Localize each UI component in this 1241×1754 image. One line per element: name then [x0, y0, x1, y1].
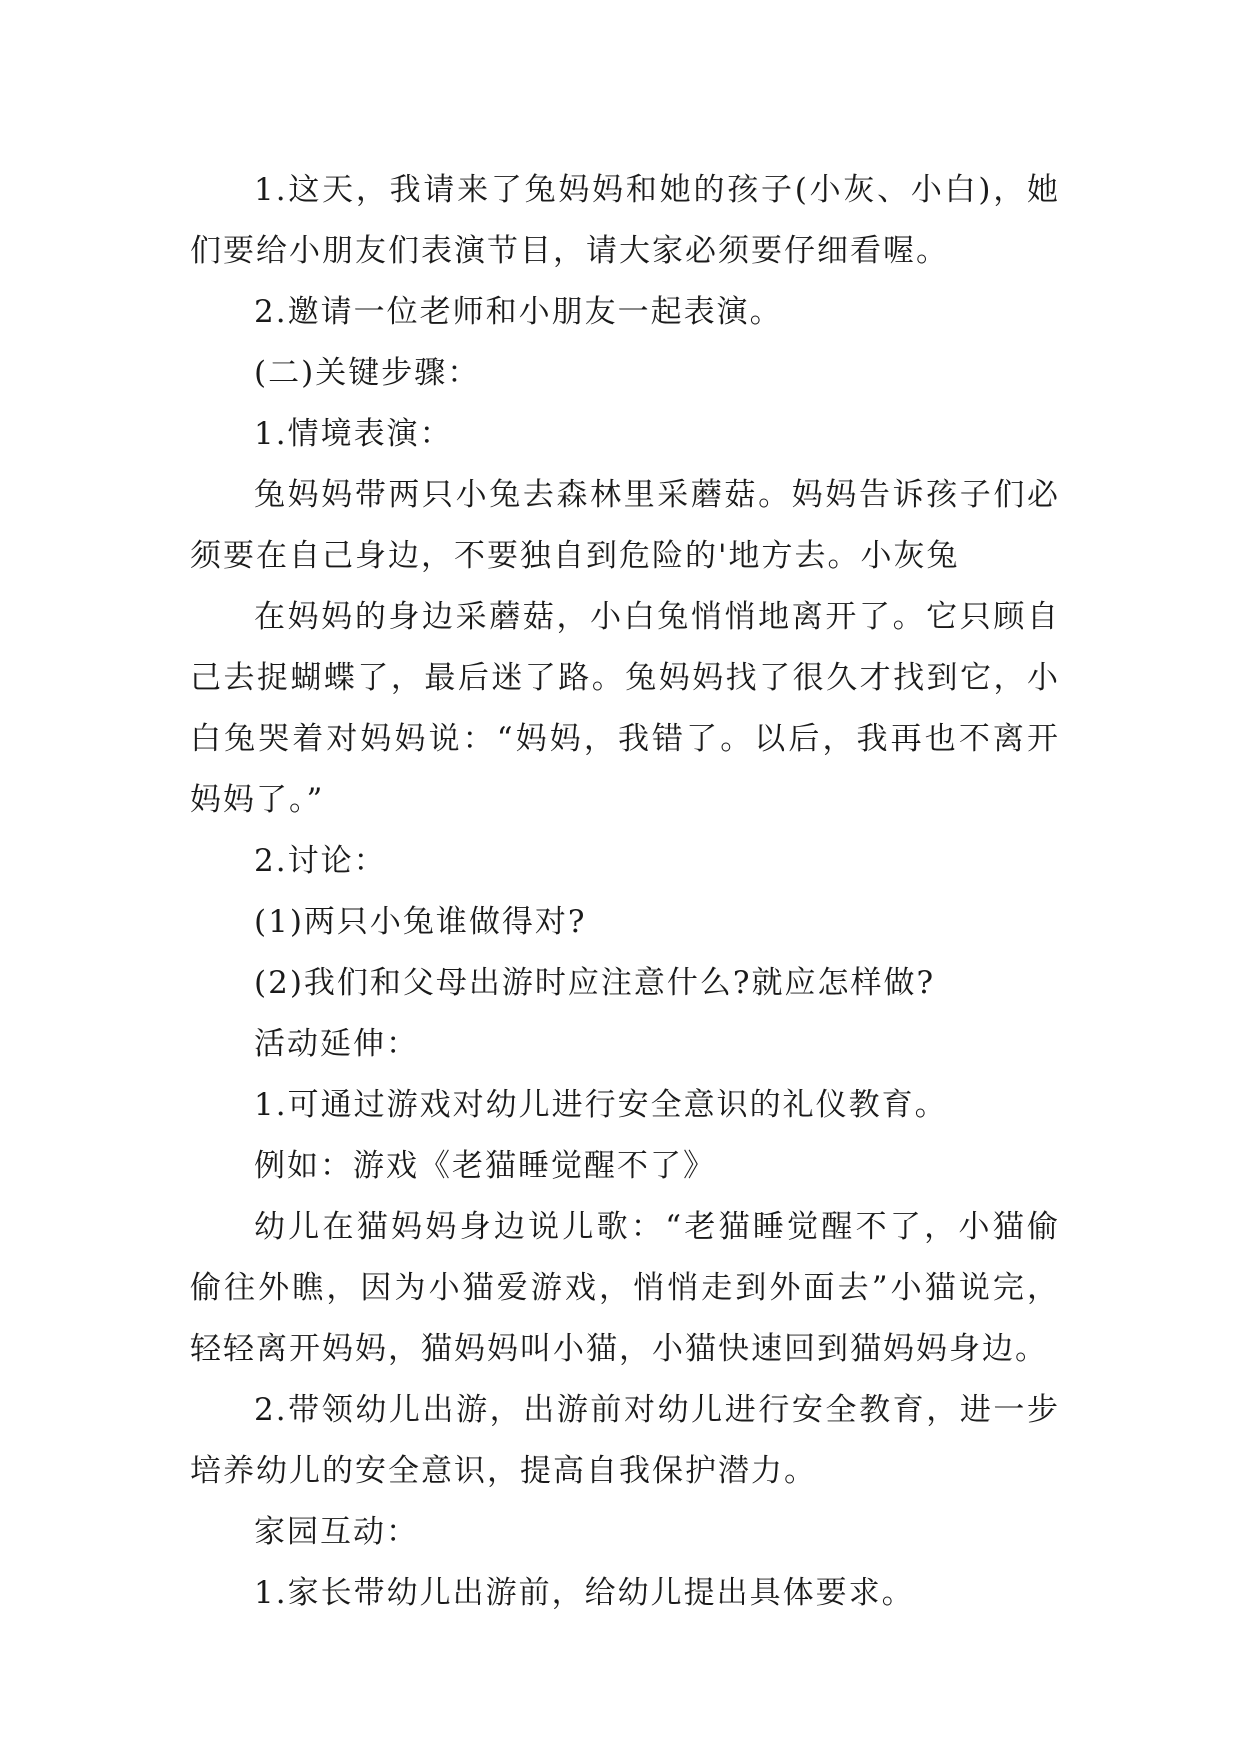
paragraph-parent-requirements: 1.家长带幼儿出游前，给幼儿提出具体要求。: [254, 1575, 915, 1611]
discussion-question-1: (1)两只小兔谁做得对?: [254, 904, 587, 940]
document-body: [190, 160, 1060, 1624]
paragraph-story-part-2: 在妈妈的身边采蘑菇，小白兔悄悄地离开了。它只顾自己去捉蝴蝶了，最后迷了路。兔妈妈找了很久才找到它，小白兔哭着对妈妈说：“妈妈，我错了。以后，我再也不离开妈妈了。”: [190, 599, 1060, 818]
heading-activity-extension: 活动延伸：: [254, 1026, 419, 1062]
discussion-question-2: (2)我们和父母出游时应注意什么?就应怎样做?: [254, 965, 936, 1001]
paragraph-game-example: 例如：游戏《老猫睡觉醒不了》: [254, 1148, 716, 1184]
paragraph-story-intro: 1.这天，我请来了兔妈妈和她的孩子(小灰、小白)，她们要给小朋友们表演节目，请大家必须要仔细看喔。: [190, 172, 1060, 269]
paragraph-story-part-1: 兔妈妈带两只小兔去森林里采蘑菇。妈妈告诉孩子们必须要在自己身边，不要独自到危险的'地方去。小灰兔: [190, 477, 1060, 574]
paragraph-invite-teacher: 2.邀请一位老师和小朋友一起表演。: [254, 294, 783, 330]
paragraph-outing-safety: 2.带领幼儿出游，出游前对幼儿进行安全教育，进一步培养幼儿的安全意识，提高自我保护潜力。: [190, 1392, 1060, 1489]
paragraph-game-education: 1.可通过游戏对幼儿进行安全意识的礼仪教育。: [254, 1087, 948, 1123]
heading-discussion: 2.讨论：: [254, 843, 387, 879]
heading-home-interaction: 家园互动：: [254, 1514, 419, 1550]
paragraph-nursery-rhyme: 幼儿在猫妈妈身边说儿歌：“老猫睡觉醒不了，小猫偷偷往外瞧，因为小猫爱游戏，悄悄走到外面去”小猫说完，轻轻离开妈妈，猫妈妈叫小猫，小猫快速回到猫妈妈身边。: [190, 1209, 1060, 1367]
heading-scenario-performance: 1.情境表演：: [254, 416, 453, 452]
heading-key-steps: (二)关键步骤：: [254, 355, 481, 391]
